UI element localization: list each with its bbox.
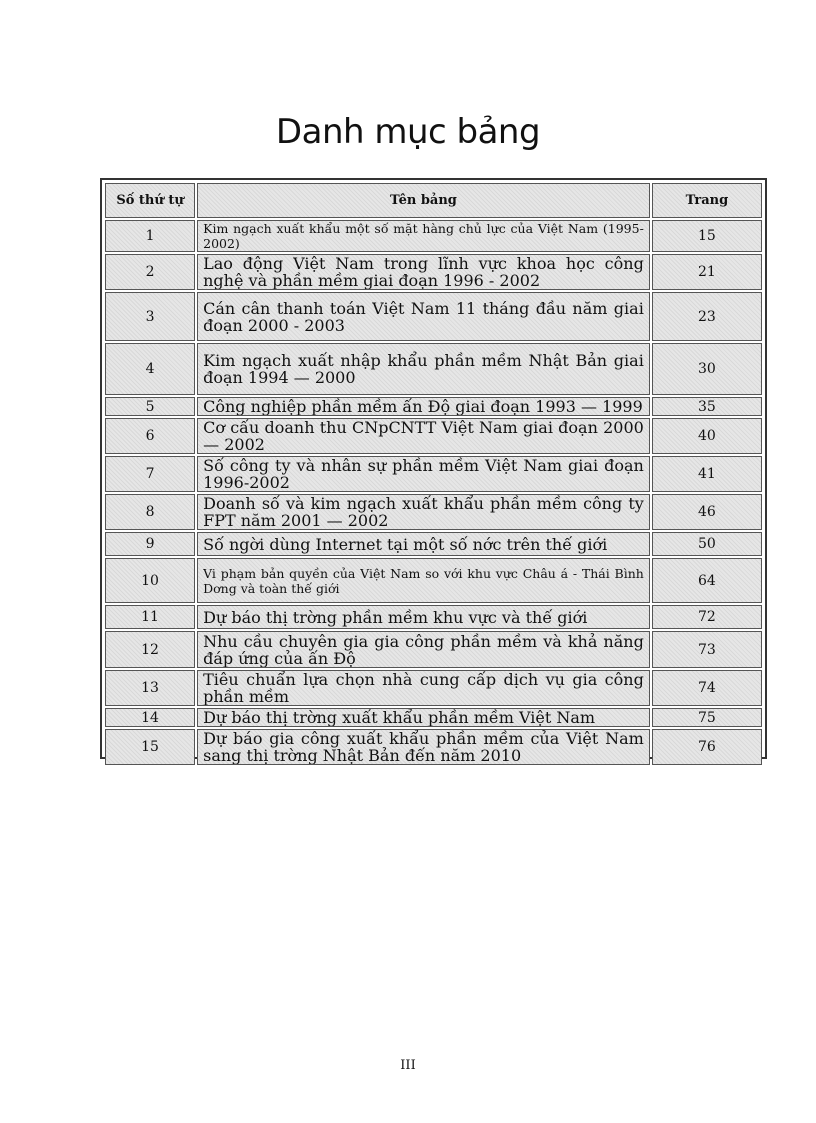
row-page: 76 [652, 729, 762, 765]
row-index: 14 [105, 708, 195, 727]
row-index: 13 [105, 670, 195, 706]
row-index: 15 [105, 729, 195, 765]
row-index: 11 [105, 605, 195, 629]
table-row [105, 631, 762, 668]
tables-list [103, 181, 764, 767]
row-name: Kim ngạch xuất khẩu một số mặt hàng chủ lực của Việt Nam (1995-2002) [197, 220, 650, 252]
row-index: 10 [105, 558, 195, 603]
table-row [105, 670, 762, 706]
row-page: 23 [652, 292, 762, 341]
row-page: 41 [652, 456, 762, 492]
row-name: Dự báo gia công xuất khẩu phần mềm của Việt Nam sang thị trờng Nhật Bản đến năm 2010 [197, 729, 650, 765]
table-row [105, 729, 762, 765]
row-name: Số công ty và nhân sự phần mềm Việt Nam giai đoạn 1996-2002 [197, 456, 650, 492]
row-page: 46 [652, 494, 762, 530]
table-row [105, 343, 762, 395]
table-row [105, 558, 762, 603]
row-name: Số ngời dùng Internet tại một số nớc trên thế giới [197, 532, 650, 556]
row-index: 3 [105, 292, 195, 341]
row-name: Doanh số và kim ngạch xuất khẩu phần mềm công ty FPT năm 2001 — 2002 [197, 494, 650, 530]
table-header-row [105, 183, 762, 218]
row-index: 8 [105, 494, 195, 530]
row-page: 75 [652, 708, 762, 727]
header-page: Trang [652, 183, 762, 218]
row-page: 21 [652, 254, 762, 290]
row-name: Cán cân thanh toán Việt Nam 11 tháng đầu năm giai đoạn 2000 - 2003 [197, 292, 650, 341]
row-index: 4 [105, 343, 195, 395]
table-row [105, 708, 762, 727]
header-index: Số thứ tự [105, 183, 195, 218]
row-name: Dự báo thị trờng phần mềm khu vực và thế giới [197, 605, 650, 629]
table-row [105, 456, 762, 492]
row-page: 72 [652, 605, 762, 629]
row-name: Dự báo thị trờng xuất khẩu phần mềm Việt Nam [197, 708, 650, 727]
table-row [105, 292, 762, 341]
table-row [105, 532, 762, 556]
table-row [105, 494, 762, 530]
row-name: Nhu cầu chuyên gia gia công phần mềm và khả năng đáp ứng của ấn Độ [197, 631, 650, 668]
row-page: 30 [652, 343, 762, 395]
row-name: Lao động Việt Nam trong lĩnh vực khoa học công nghệ và phần mềm giai đoạn 1996 - 2002 [197, 254, 650, 290]
row-page: 40 [652, 418, 762, 454]
row-name: Kim ngạch xuất nhập khẩu phần mềm Nhật Bản giai đoạn 1994 — 2000 [197, 343, 650, 395]
row-name: Công nghiệp phần mềm ấn Độ giai đoạn 1993 — 1999 [197, 397, 650, 416]
row-index: 7 [105, 456, 195, 492]
table-row [105, 397, 762, 416]
row-name: Cơ cấu doanh thu CNpCNTT Việt Nam giai đoạn 2000 — 2002 [197, 418, 650, 454]
row-index: 5 [105, 397, 195, 416]
row-index: 6 [105, 418, 195, 454]
table-row [105, 254, 762, 290]
table-row [105, 605, 762, 629]
row-page: 64 [652, 558, 762, 603]
page-title: Danh mục bảng [275, 112, 541, 152]
row-index: 2 [105, 254, 195, 290]
page-number: III [400, 1058, 416, 1073]
row-name: Tiêu chuẩn lựa chọn nhà cung cấp dịch vụ gia công phần mềm [197, 670, 650, 706]
header-name: Tên bảng [197, 183, 650, 218]
table-row [105, 220, 762, 252]
table-of-tables [100, 178, 767, 765]
row-page: 35 [652, 397, 762, 416]
row-page: 50 [652, 532, 762, 556]
row-index: 9 [105, 532, 195, 556]
row-page: 73 [652, 631, 762, 668]
row-page: 74 [652, 670, 762, 706]
table-row [105, 418, 762, 454]
row-index: 1 [105, 220, 195, 252]
row-page: 15 [652, 220, 762, 252]
row-index: 12 [105, 631, 195, 668]
row-name: Vi phạm bản quyền của Việt Nam so với khu vực Châu á - Thái Bình Dơng và toàn thế giới [197, 558, 650, 603]
